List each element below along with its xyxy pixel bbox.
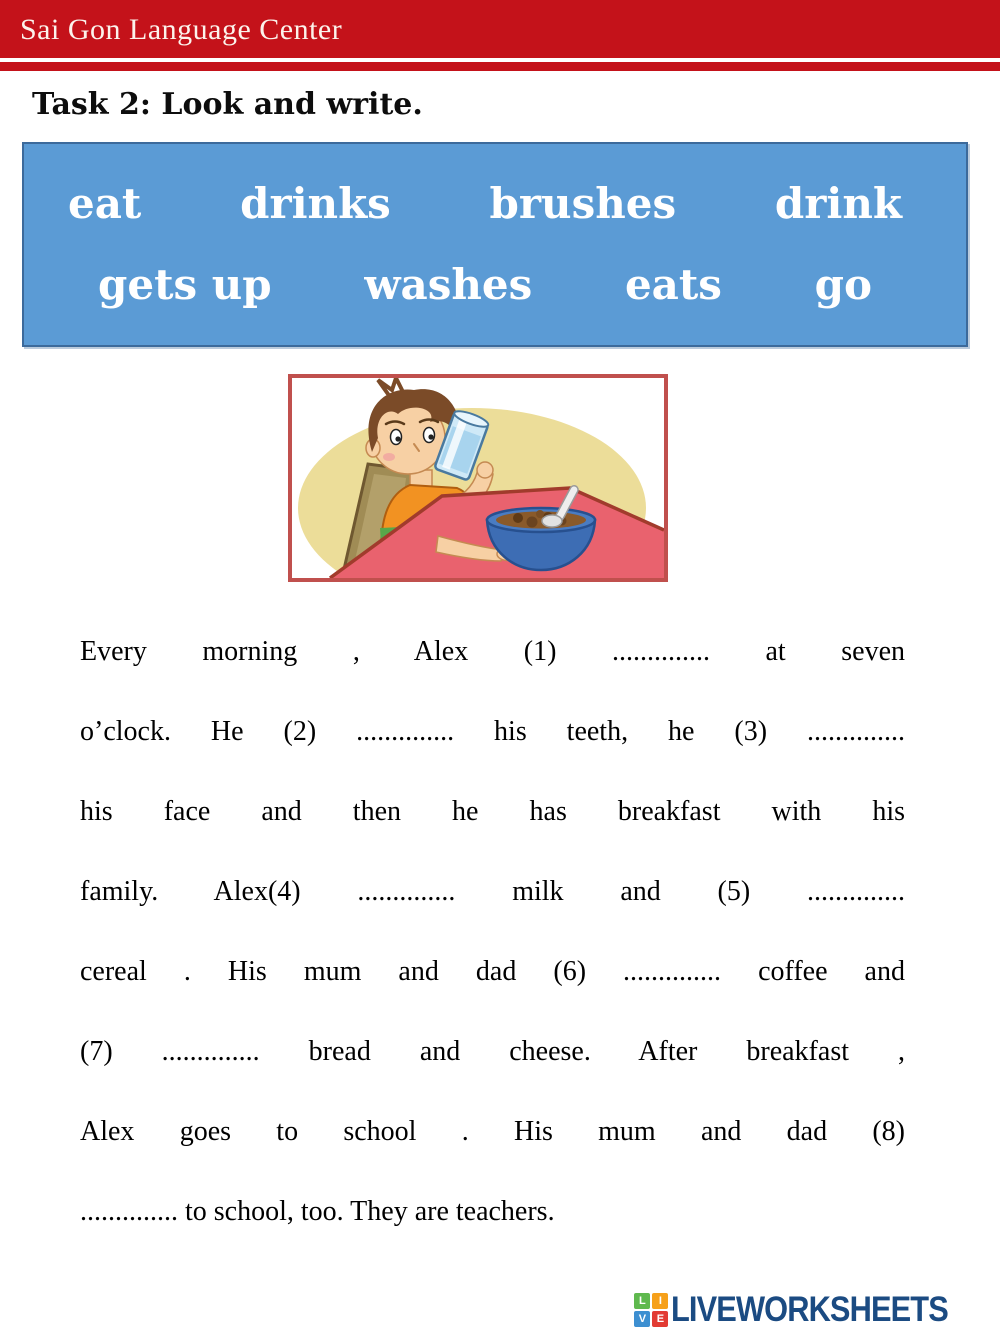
logo-square-i: I	[652, 1293, 668, 1309]
passage-line: family. Alex(4) .............. milk and (5) ..............	[80, 876, 905, 907]
word-bank-item: eats	[624, 260, 722, 309]
passage-line: Every morning , Alex (1) .............. at seven	[80, 636, 905, 667]
breakfast-illustration	[288, 374, 668, 582]
passage-line: (7) .............. bread and cheese. After breakfast ,	[80, 1036, 905, 1067]
word-bank-row-2	[24, 260, 966, 309]
word-bank-item: go	[814, 260, 872, 309]
school-brand-text: Sai Gon Language Center	[20, 13, 343, 46]
liveworksheets-wordmark: LIVEWORKSHEETS	[671, 1290, 949, 1329]
word-bank-item: eat	[68, 179, 142, 228]
fill-in-passage	[80, 612, 905, 1252]
header-stripe	[0, 62, 1000, 71]
logo-square-l: L	[634, 1293, 650, 1309]
word-bank-item: drink	[774, 179, 902, 228]
passage-line: Alex goes to school . His mum and dad (8)	[80, 1116, 905, 1147]
breakfast-illustration-svg	[292, 378, 664, 578]
passage-line: .............. to school, too. They are teachers.	[80, 1196, 555, 1227]
passage-line: o’clock. He (2) .............. his teeth, he (3) ..............	[80, 716, 905, 747]
word-bank-item: gets up	[98, 260, 272, 309]
header-banner	[0, 0, 1000, 58]
liveworksheets-logo-squares	[634, 1293, 668, 1327]
logo-square-v: V	[634, 1311, 650, 1327]
word-bank-item: washes	[364, 260, 533, 309]
word-bank-item: brushes	[489, 179, 677, 228]
word-bank-row-1	[24, 179, 966, 228]
passage-line: cereal . His mum and dad (6) .............. coffee and	[80, 956, 905, 987]
passage-line: his face and then he has breakfast with his	[80, 796, 905, 827]
liveworksheets-logo[interactable]	[634, 1292, 986, 1327]
task-title: Task 2: Look and write.	[32, 87, 423, 122]
word-bank-item: drinks	[240, 179, 391, 228]
logo-square-e: E	[652, 1311, 668, 1327]
word-bank-box	[22, 142, 968, 347]
